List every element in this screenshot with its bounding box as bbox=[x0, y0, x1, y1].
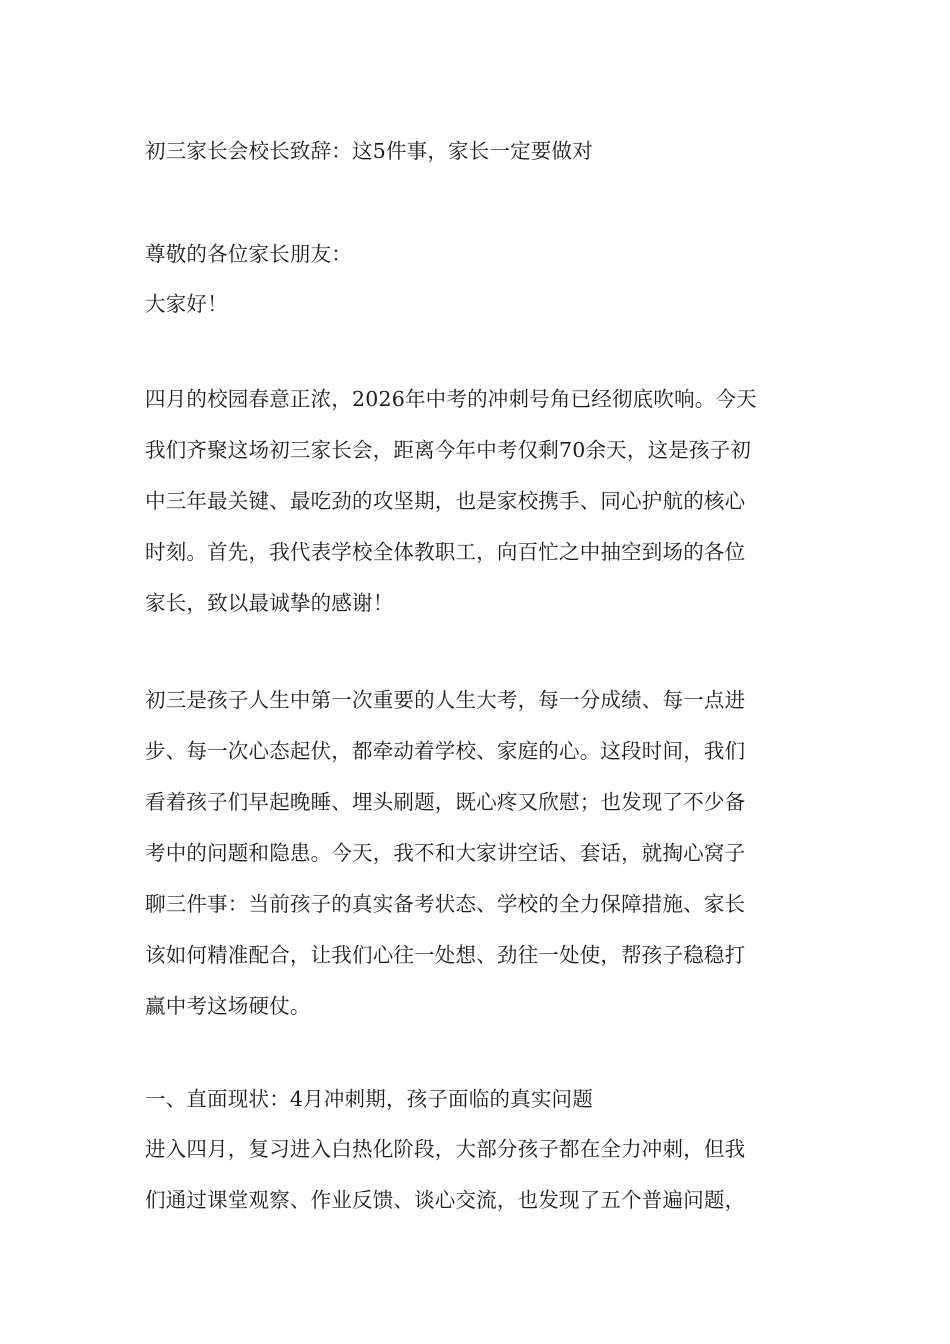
paragraph-line: 们通过课堂观察、作业反馈、谈心交流，也发现了五个普遍问题， bbox=[145, 1188, 746, 1212]
paragraph-line: 看着孩子们早起晚睡、埋头刷题，既心疼又欣慰；也发现了不少备 bbox=[145, 790, 746, 814]
paragraph-line: 聊三件事：当前孩子的真实备考状态、学校的全力保障措施、家长 bbox=[145, 892, 746, 916]
paragraph-line: 考中的问题和隐患。今天，我不和大家讲空话、套话，就掏心窝子 bbox=[145, 841, 746, 865]
paragraph-line: 该如何精准配合，让我们心往一处想、劲往一处使，帮孩子稳稳打 bbox=[145, 943, 746, 967]
greeting: 大家好！ bbox=[145, 292, 228, 316]
paragraph-line: 赢中考这场硬仗。 bbox=[145, 994, 311, 1018]
paragraph-line: 四月的校园春意正浓，2026年中考的冲刺号角已经彻底吹响。今天 bbox=[145, 387, 757, 411]
salutation: 尊敬的各位家长朋友： bbox=[145, 242, 352, 266]
paragraph-line: 我们齐聚这场初三家长会，距离今年中考仅剩70余天，这是孩子初 bbox=[145, 438, 752, 462]
paragraph-line: 步、每一次心态起伏，都牵动着学校、家庭的心。这段时间，我们 bbox=[145, 739, 746, 763]
paragraph-line: 初三是孩子人生中第一次重要的人生大考，每一分成绩、每一点进 bbox=[145, 688, 746, 712]
paragraph-line: 进入四月，复习进入白热化阶段，大部分孩子都在全力冲刺，但我 bbox=[145, 1137, 746, 1161]
paragraph-line: 家长，致以最诚挚的感谢！ bbox=[145, 591, 394, 615]
paragraph-line: 时刻。首先，我代表学校全体教职工，向百忙之中抽空到场的各位 bbox=[145, 540, 746, 564]
section-heading: 一、直面现状：4月冲刺期，孩子面临的真实问题 bbox=[145, 1087, 593, 1111]
document-title: 初三家长会校长致辞：这5件事，家长一定要做对 bbox=[145, 139, 593, 163]
paragraph-line: 中三年最关键、最吃劲的攻坚期，也是家校携手、同心护航的核心 bbox=[145, 489, 746, 513]
